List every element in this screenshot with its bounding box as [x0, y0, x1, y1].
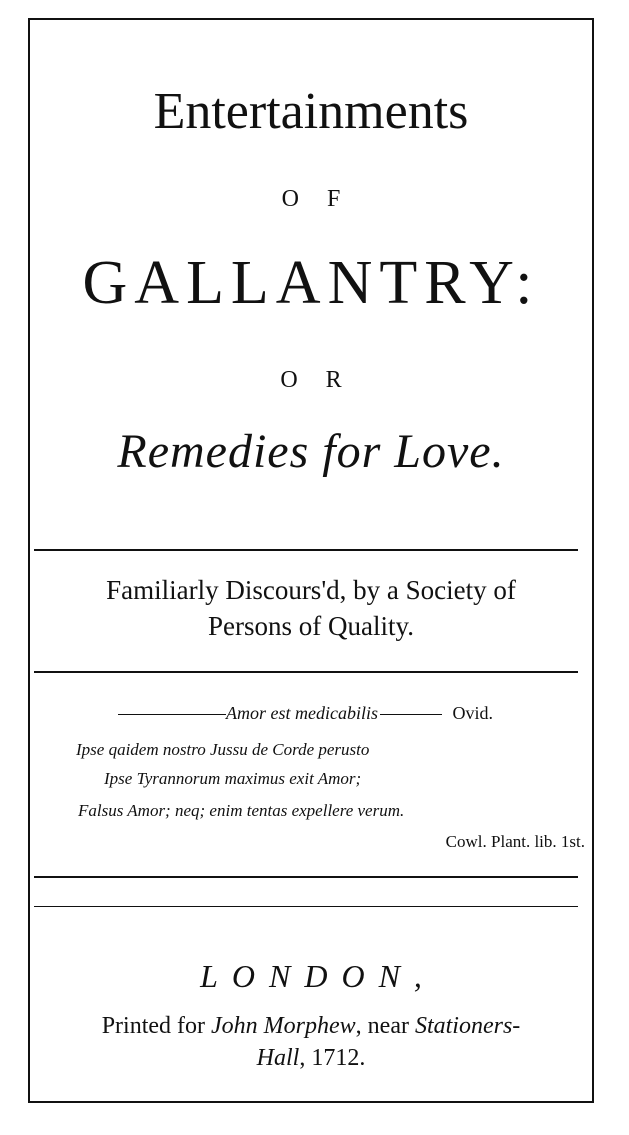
rule-lower-2: [34, 906, 578, 907]
title-remedies: Remedies for Love.: [117, 425, 505, 478]
imprint-city: LONDON,: [200, 958, 436, 994]
rule-lower-1: [34, 876, 578, 878]
verse-line-1: Ipse qaidem nostro Jussu de Corde perusto: [76, 740, 370, 759]
title-or: OR: [280, 367, 370, 393]
motto-source: Ovid.: [452, 703, 493, 723]
verse-line-3: Falsus Amor; neq; enim tentas expellere verum.: [78, 801, 405, 820]
imprint-printed-for: Printed for: [101, 1013, 212, 1039]
subtitle: [30, 572, 592, 644]
imprint: [30, 1010, 592, 1074]
imprint-year: 1712.: [311, 1045, 366, 1071]
title-main: Entertainments: [153, 83, 469, 140]
epigraph-citation: Cowl. Plant. lib. 1st.: [445, 832, 585, 851]
imprint-printer-name: John Morphew: [211, 1013, 356, 1039]
epigraph-motto: [118, 703, 588, 724]
verse-line-2: Ipse Tyrannorum maximus exit Amor;: [104, 769, 362, 788]
title-page-border: [28, 18, 594, 1103]
imprint-year-prefix: ,: [299, 1045, 312, 1071]
subtitle-line-2: Persons of Quality.: [208, 611, 414, 641]
motto-dash-left: [118, 714, 226, 715]
motto-dash-right: [380, 714, 442, 715]
rule-upper: [34, 549, 578, 551]
title-of: OF: [281, 186, 369, 212]
imprint-location-1: Stationers-: [414, 1013, 521, 1039]
imprint-line-1: [30, 1010, 592, 1042]
rule-middle: [34, 671, 578, 673]
title-gallantry: GALLANTRY:: [82, 249, 540, 317]
imprint-line-2: [30, 1042, 592, 1074]
motto-latin: Amor est medicabilis: [226, 703, 378, 723]
imprint-location-2: Hall: [256, 1045, 300, 1071]
subtitle-line-1: Familiarly Discours'd, by a Society of: [106, 575, 516, 605]
imprint-near: , near: [355, 1013, 415, 1039]
